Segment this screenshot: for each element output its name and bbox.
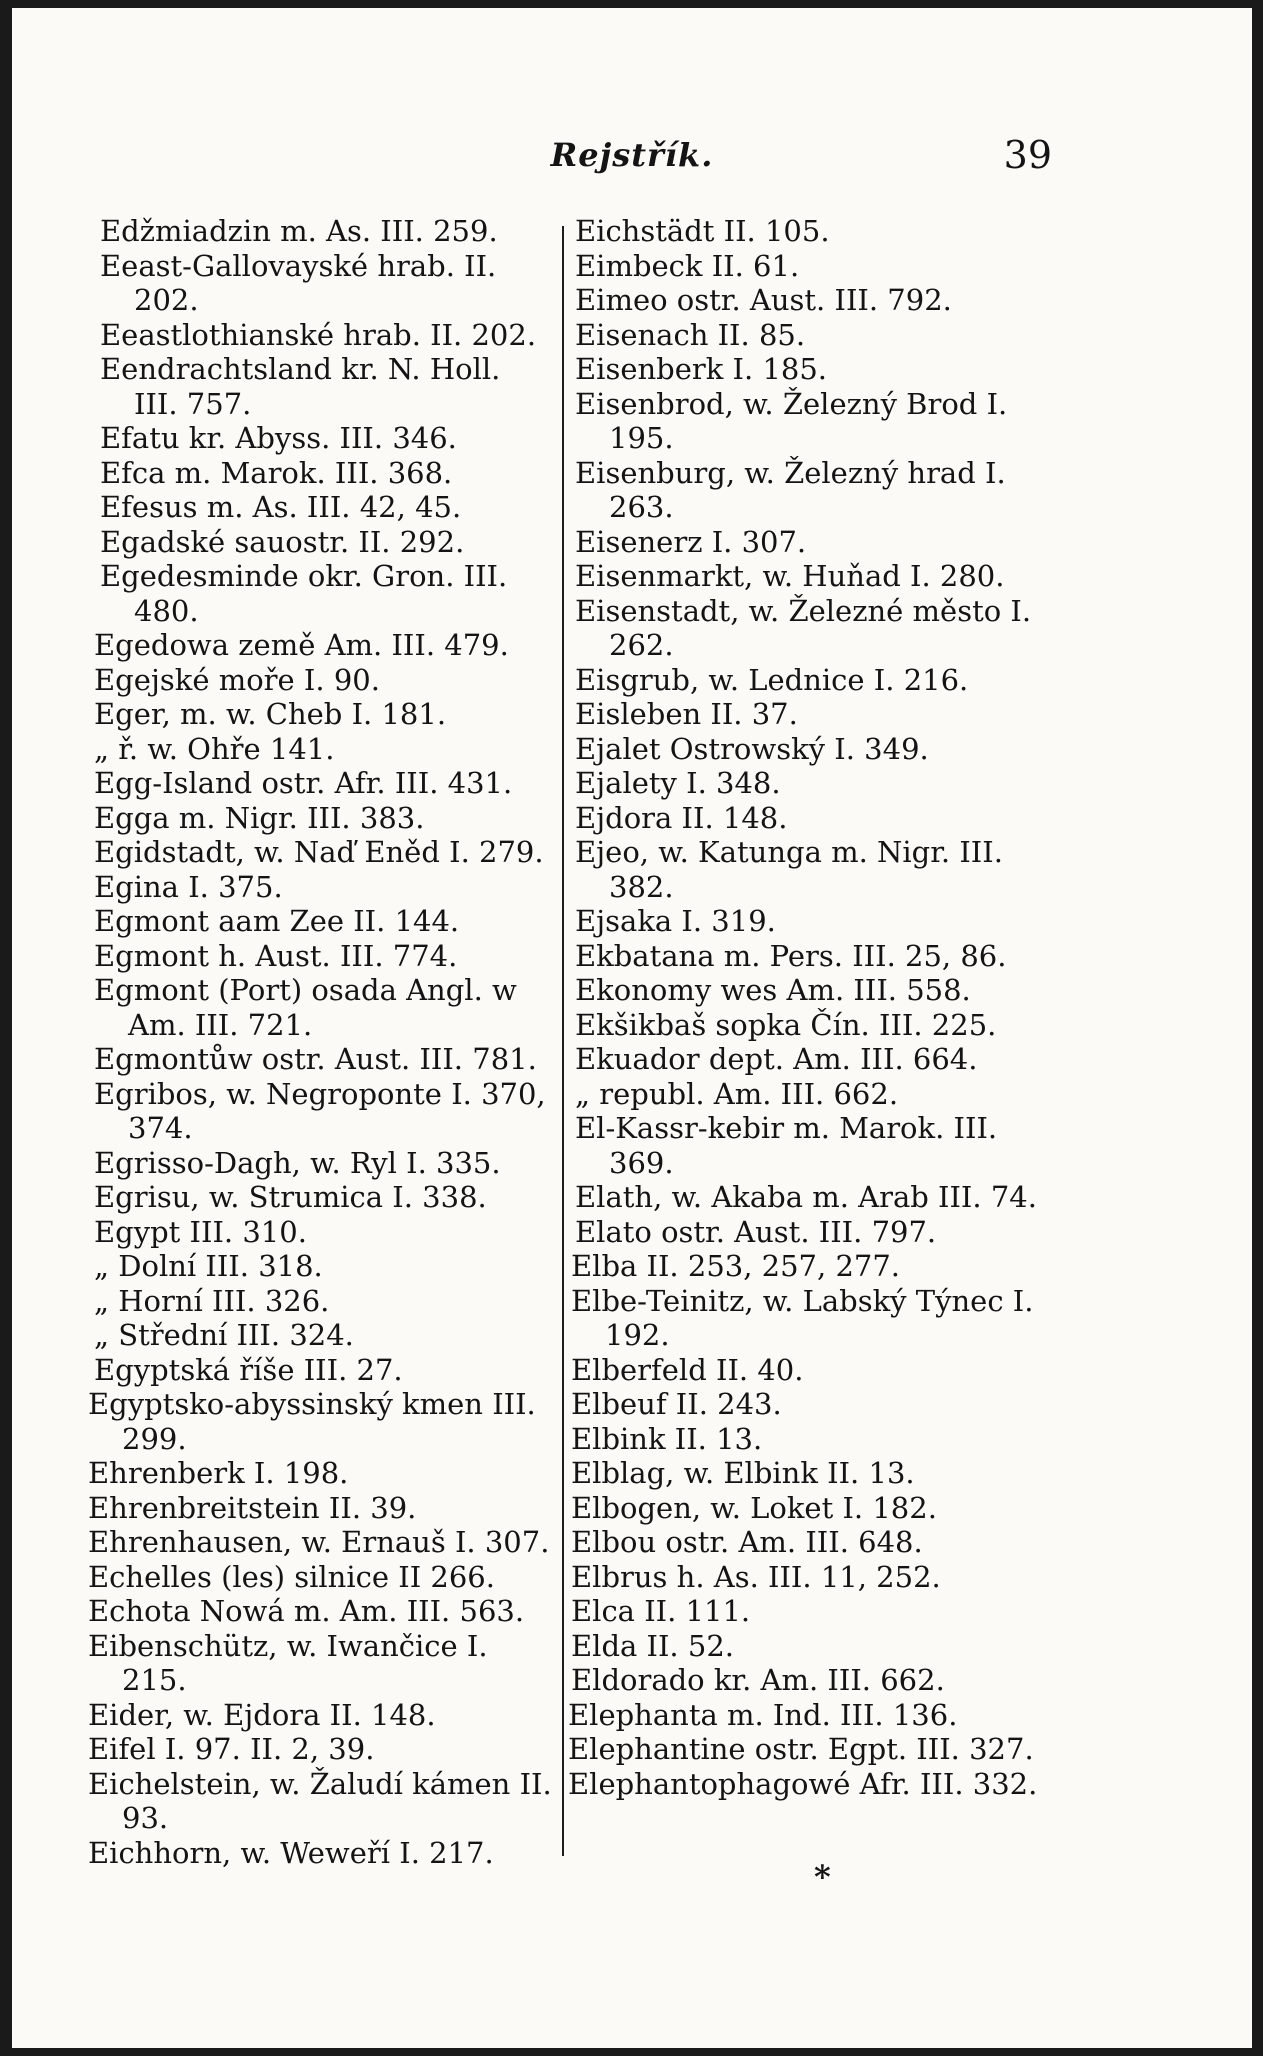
index-entry: Eisenerz I. 307.: [575, 524, 807, 559]
index-entry: Ehrenhausen, w. Ernauš I. 307.: [88, 1525, 550, 1559]
index-entry: Eeast-Gallovayské hrab. II. 202.: [100, 248, 497, 317]
index-entry: Elda II. 52.: [571, 1628, 734, 1663]
index-entry: Elbrus h. As. III. 11, 252.: [571, 1559, 941, 1594]
index-entry: „ ř. w. Ohře 141.: [94, 731, 335, 766]
left-column: [88, 214, 552, 1870]
index-page: [12, 8, 1252, 2048]
index-entry: Ejdora II. 148.: [575, 800, 788, 835]
index-entry: Ejeo, w. Katunga m. Nigr. III. 382.: [575, 835, 1003, 904]
index-entry: Edžmiadzin m. As. III. 259.: [100, 214, 498, 248]
index-entry: Ehrenberk I. 198.: [88, 1456, 349, 1490]
index-entry: Ekbatana m. Pers. III. 25, 86.: [575, 938, 1007, 973]
index-entry: Eger, m. w. Cheb I. 181.: [94, 697, 447, 731]
index-entry: Egmont (Port) osada Angl. w Am. III. 721.: [94, 973, 517, 1042]
index-entry: Efca m. Marok. III. 368.: [100, 455, 453, 490]
index-entry: Egg-Island ostr. Afr. III. 431.: [94, 766, 513, 800]
index-entry: Eisleben II. 37.: [575, 697, 798, 731]
index-entry: Elbogen, w. Loket I. 182.: [571, 1490, 937, 1525]
index-entry: Elberfeld II. 40.: [571, 1352, 804, 1387]
index-entry: Eichhorn, w. Weweří I. 217.: [88, 1835, 494, 1870]
index-entry: Egrisso-Dagh, w. Ryl I. 335.: [94, 1145, 501, 1180]
index-entry: Egejské moře I. 90.: [94, 662, 380, 697]
index-entry: Ekšikbaš sopka Čín. III. 225.: [575, 1007, 997, 1042]
index-entry: Ehrenbreitstein II. 39.: [88, 1490, 417, 1525]
index-entry: El-Kassr-kebir m. Marok. III. 369.: [575, 1111, 998, 1180]
index-entry: Elbou ostr. Am. III. 648.: [571, 1525, 923, 1559]
index-entry: Elblag, w. Elbink II. 13.: [571, 1456, 915, 1490]
index-entry: Elato ostr. Aust. III. 797.: [575, 1214, 937, 1249]
index-entry: Eendrachtsland kr. N. Holl. III. 757.: [100, 352, 501, 421]
index-entry: Elath, w. Akaba m. Arab III. 74.: [575, 1180, 1037, 1214]
index-entry: „ Horní III. 326.: [94, 1283, 330, 1318]
index-entry: Egina I. 375.: [94, 869, 283, 904]
index-entry: Elbe-Teinitz, w. Labský Týnec I. 192.: [571, 1283, 1034, 1352]
index-entry: Ejsaka I. 319.: [575, 904, 776, 938]
index-entry: Eisenberk I. 185.: [575, 352, 828, 386]
index-entry: Ejalet Ostrowský I. 349.: [575, 731, 929, 766]
index-entry: Eeastlothianské hrab. II. 202.: [100, 317, 537, 352]
index-entry: Eimbeck II. 61.: [575, 248, 800, 283]
index-entry: Efatu kr. Abyss. III. 346.: [100, 421, 457, 455]
index-entry: Eldorado kr. Am. III. 662.: [571, 1663, 945, 1697]
index-entry: Eisenstadt, w. Železné město I. 262.: [575, 593, 1032, 662]
index-entry: Elbeuf II. 243.: [571, 1387, 782, 1421]
index-entry: Ejalety I. 348.: [575, 766, 781, 800]
index-entry: Egidstadt, w. Naď Eněd I. 279.: [94, 835, 544, 869]
index-entry: Egmont h. Aust. III. 774.: [94, 938, 458, 973]
index-entry: Eisgrub, w. Lednice I. 216.: [575, 662, 969, 697]
index-entry: Egmont aam Zee II. 144.: [94, 904, 460, 938]
index-entry: Egadské sauostr. II. 292.: [100, 524, 465, 559]
index-entry: Egedowa země Am. III. 479.: [94, 628, 509, 662]
column-divider: [562, 226, 564, 1856]
index-entry: Egribos, w. Negroponte I. 370, 374.: [94, 1076, 546, 1145]
index-entry: Egga m. Nigr. III. 383.: [94, 800, 425, 835]
index-entry: Eifel I. 97. II. 2, 39.: [88, 1732, 375, 1766]
index-entry: Egypt III. 310.: [94, 1214, 307, 1249]
index-entry: Ekuador dept. Am. III. 664.: [575, 1042, 978, 1076]
index-entry: Egyptská říše III. 27.: [94, 1352, 403, 1387]
index-entry: Egyptsko-abyssinský kmen III. 299.: [88, 1387, 536, 1456]
index-entry: Egrisu, w. Strumica I. 338.: [94, 1180, 487, 1214]
index-entry: Elephantophagowé Afr. III. 332.: [568, 1766, 1038, 1801]
index-entry: „ republ. Am. III. 662.: [575, 1076, 899, 1111]
index-entry: Elca II. 111.: [571, 1594, 751, 1628]
index-entry: Eisenburg, w. Železný hrad I. 263.: [575, 455, 1006, 524]
right-column: [568, 214, 1051, 1801]
index-entry: Eichelstein, w. Žaludí kámen II. 93.: [88, 1766, 552, 1835]
index-entry: Ekonomy wes Am. III. 558.: [575, 973, 971, 1007]
index-entry: Eisenmarkt, w. Huňad I. 280.: [575, 559, 1005, 593]
index-entry: Efesus m. As. III. 42, 45.: [100, 490, 462, 524]
end-mark: *: [814, 1858, 831, 1896]
index-entry: Echota Nowá m. Am. III. 563.: [88, 1594, 525, 1628]
index-entry: Eichstädt II. 105.: [575, 214, 830, 248]
index-entry: Elephantine ostr. Egpt. III. 327.: [568, 1732, 1034, 1766]
index-entry: Eisenach II. 85.: [575, 317, 806, 352]
index-entry: Eibenschütz, w. Iwančice I. 215.: [88, 1628, 488, 1697]
index-entry: Elba II. 253, 257, 277.: [571, 1249, 901, 1283]
index-entry: Egmontůw ostr. Aust. III. 781.: [94, 1042, 537, 1076]
index-entry: Echelles (les) silnice II 266.: [88, 1559, 495, 1594]
index-entry: „ Střední III. 324.: [94, 1318, 354, 1352]
index-entry: Egedesminde okr. Gron. III. 480.: [100, 559, 508, 628]
index-entry: Eisenbrod, w. Železný Brod I. 195.: [575, 386, 1008, 455]
index-entry: Elephanta m. Ind. III. 136.: [568, 1697, 958, 1732]
index-entry: „ Dolní III. 318.: [94, 1249, 323, 1283]
page-number: 39: [1003, 133, 1052, 177]
running-title: Rejstřík.: [550, 136, 714, 174]
index-entry: Eider, w. Ejdora II. 148.: [88, 1697, 436, 1732]
index-entry: Elbink II. 13.: [571, 1421, 763, 1456]
index-entry: Eimeo ostr. Aust. III. 792.: [575, 283, 952, 317]
